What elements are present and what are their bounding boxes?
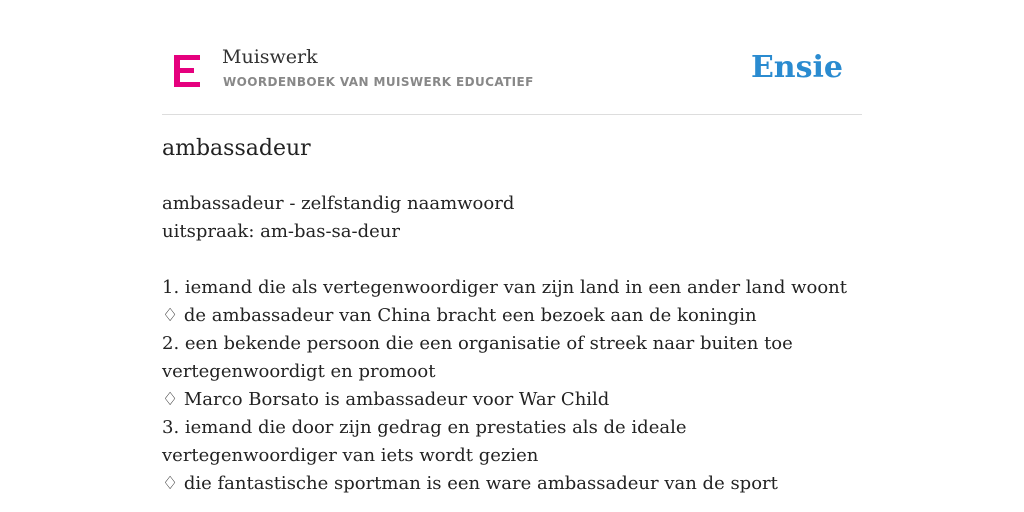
sense-example: ♢ de ambassadeur van China bracht een bezoek aan de koningin — [162, 305, 757, 326]
sense-example: ♢ Marco Borsato is ambassadeur voor War Child — [162, 389, 610, 410]
logo-bar-bottom — [174, 82, 200, 87]
sense-definition: 2. een bekende persoon die een organisatie of streek naar buiten toe vertegenwoordigt en promoot — [162, 333, 793, 382]
word-class: ambassadeur - zelfstandig naamwoord — [162, 193, 515, 214]
logo-bar-middle — [174, 68, 194, 73]
entry-title: ambassadeur — [162, 136, 311, 161]
ensie-logo-link[interactable]: Ensie — [750, 50, 843, 85]
header — [162, 0, 862, 115]
brand-name[interactable]: Muiswerk — [222, 46, 318, 68]
pronunciation: uitspraak: am-bas-sa-deur — [162, 221, 400, 242]
muiswerk-logo-icon[interactable] — [174, 55, 200, 87]
spacer — [162, 246, 862, 274]
entry-card — [162, 0, 862, 512]
sense-definition: 3. iemand die door zijn gedrag en prestaties als de ideale vertegenwoordiger van iets wordt gezien — [162, 417, 687, 466]
brand-subtitle: WOORDENBOEK VAN MUISWERK EDUCATIEF — [223, 75, 534, 89]
sense-example: ♢ die fantastische sportman is een ware ambassadeur van de sport — [162, 473, 778, 494]
sense-definition: 1. iemand die als vertegenwoordiger van zijn land in een ander land woont — [162, 277, 848, 298]
entry-body — [162, 190, 862, 498]
